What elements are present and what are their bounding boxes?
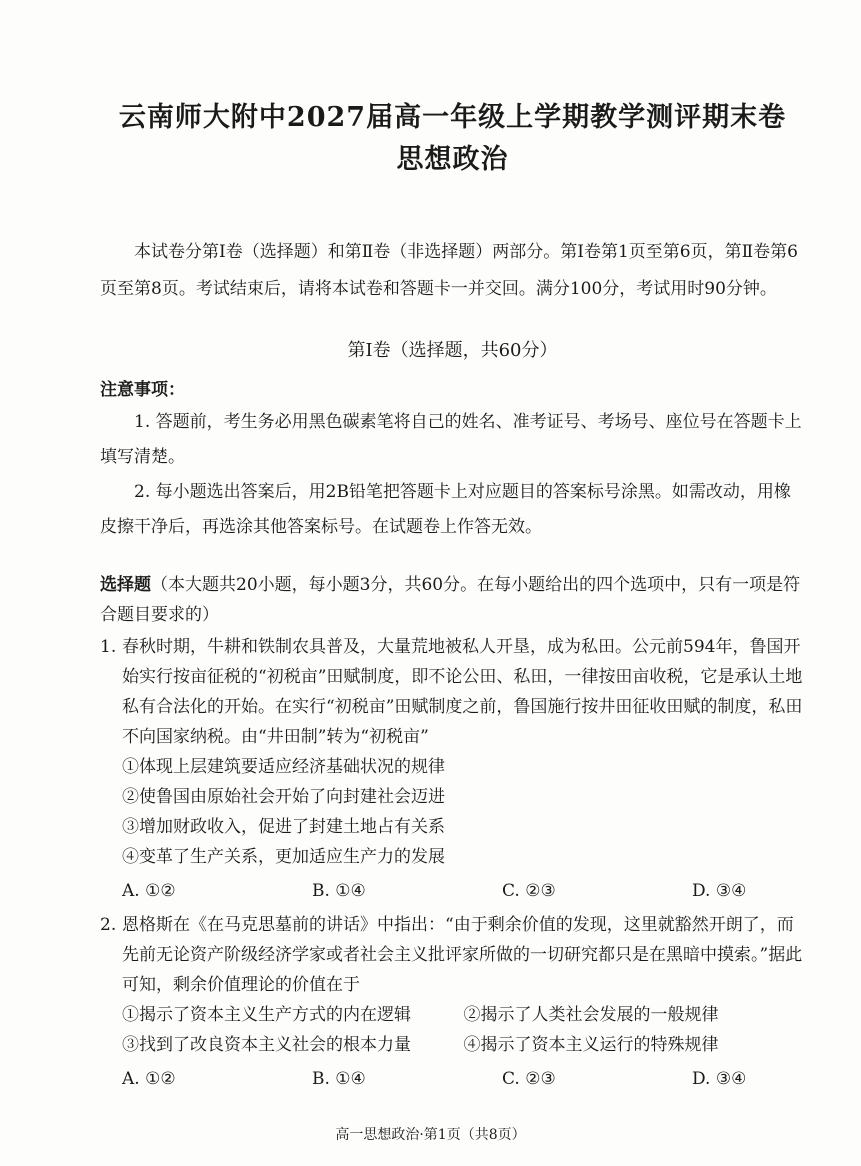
statement-option: ②使鲁国由原始社会开始了向封建社会迈进 [122,787,445,807]
statement-option: ①揭示了资本主义生产方式的内在逻辑 [122,1005,411,1025]
exam-title: 云南师大附中2027届高一年级上学期教学测评期末卷 [118,102,787,133]
exam-subject: 思想政治 [396,144,509,175]
note-item: 2. 每小题选出答案后，用2B铅笔把答题卡上对应题目的答案标号涂黑。如需改动，用橡皮擦干净后，再选涂其他答案标号。在试题卷上作答无效。 [100,482,791,537]
answer-choices [122,1062,805,1096]
statement-option: ④揭示了资本主义运行的特殊规律 [463,1035,719,1055]
notes-title: 注意事项： [100,380,185,400]
question-number: 2. [100,915,117,935]
question-1 [100,632,805,908]
question-number: 1. [100,637,117,657]
statement-option: ②揭示了人类社会发展的一般规律 [463,1005,719,1025]
section-heading: 第Ⅰ卷（选择题，共60分） [347,340,558,361]
answer-choice-a: A. ①② [122,1069,176,1089]
answer-choice-a: A. ①② [122,881,176,901]
question-stem: 春秋时期，牛耕和铁制农具普及，大量荒地被私人开垦，成为私田。公元前594年，鲁国开始实行按亩征税的“初税亩”田赋制度，即不论公田、私田，一律按田亩收税，它是承认土地私有合法化的开始。在实行“初税亩”田赋制度之前，鲁国施行按井田征收田赋的制度，私田不向国家纳税。由“井田制”转为“初税亩” [122,637,803,747]
question-stem: 恩格斯在《在马克思墓前的讲话》中指出：“由于剩余价值的发现，这里就豁然开朗了，而先前无论资产阶级经济学家或者社会主义批评家所做的一切研究都只是在黑暗中摸索。”据此可知，剩余价值理论的价值在于 [122,915,803,995]
note-item: 1. 答题前，考生务必用黑色碳素笔将自己的姓名、准考证号、考场号、座位号在答题卡上填写清楚。 [100,412,802,467]
answer-choice-c: C. ②③ [502,1069,556,1089]
answer-choice-c: C. ②③ [502,881,556,901]
answer-choice-b: B. ①④ [312,881,366,901]
statement-option: ④变革了生产关系，更加适应生产力的发展 [122,847,445,867]
answer-choices [122,874,805,908]
answer-choice-d: D. ③④ [692,881,747,901]
answer-choice-d: D. ③④ [692,1069,747,1089]
multiple-choice-rules: （本大题共20小题，每小题3分，共60分。在每小题给出的四个选项中，只有一项是符合题目要求的） [100,575,801,625]
statement-grid [122,1000,805,1060]
multiple-choice-intro [100,570,805,630]
statement-option: ③找到了改良资本主义社会的根本力量 [122,1035,411,1055]
question-2 [100,910,805,1096]
multiple-choice-label: 选择题 [100,575,151,595]
page-footer: 高一思想政治·第1页（共8页） [335,1127,526,1143]
statement-option: ①体现上层建筑要适应经济基础状况的规律 [122,757,445,777]
exam-instructions: 本试卷分第Ⅰ卷（选择题）和第Ⅱ卷（非选择题）两部分。第Ⅰ卷第1页至第6页，第Ⅱ卷第6页至第8页。考试结束后，请将本试卷和答题卡一并交回。满分100分，考试用时90分钟。 [100,242,798,299]
answer-choice-b: B. ①④ [312,1069,366,1089]
statement-option: ③增加财政收入，促进了封建土地占有关系 [122,817,445,837]
